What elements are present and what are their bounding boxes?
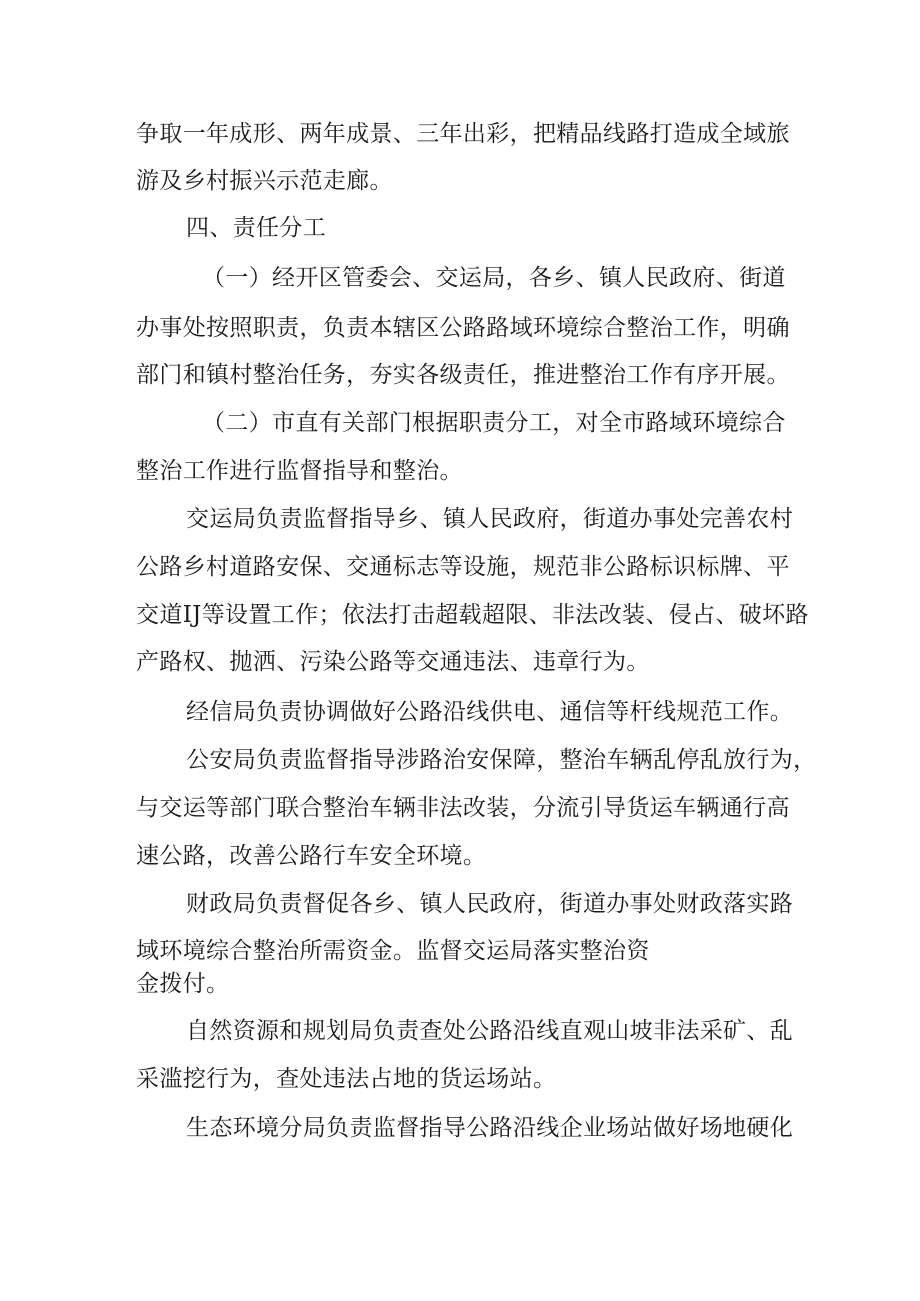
text-line-14: 公安局负责监督指导涉路治安保障，整治车辆乱停乱放行为， — [186, 747, 817, 773]
text-line-6: 部门和镇村整治任务，夯实各级责任，推进整治工作有序开展。 — [136, 362, 790, 388]
text-line-1: 争取一年成形、两年成景、三年出彩，把精品线路打造成全域旅 — [136, 121, 790, 147]
text-line-11: 交道IJ等设置工作；依法打击超载超限、非法改装、侵占、破坏路 — [136, 602, 809, 628]
text-line-2: 游及乡村振兴示范走廊。 — [136, 168, 393, 194]
text-line-22: 生态环境分局负责监督指导公路沿线企业场站做好场地硬化 — [186, 1115, 794, 1141]
text-line-19: 金拨付。 — [136, 971, 230, 997]
text-line-8: 整治工作进行监督指导和整治。 — [136, 458, 463, 484]
text-line-17: 财政局负责督促各乡、镇人民政府，街道办事处财政落实路 — [186, 891, 794, 917]
text-line-20: 自然资源和规划局负责查处公路沿线直观山坡非法采矿、乱 — [186, 1018, 794, 1044]
text-line-10: 公路乡村道路安保、交通标志等设施，规范非公路标识标牌、平 — [136, 554, 790, 580]
text-line-12: 产路权、抛洒、污染公路等交通违法、违章行为。 — [136, 649, 650, 675]
text-line-5: 办事处按照职责，负责本辖区公路路域环境综合整治工作，明确 — [136, 315, 790, 341]
text-line-18: 域环境综合整治所需资金。监督交运局落实整治资 — [136, 938, 650, 964]
text-line-7: （二）市直有关部门根据职责分工，对全市路域环境综合 — [202, 410, 786, 436]
text-line-9: 交运局负责监督指导乡、镇人民政府，街道办事处完善农村 — [186, 506, 794, 532]
text-line-15: 与交运等部门联合整治车辆非法改装，分流引导货运车辆通行高 — [136, 795, 790, 821]
section-heading: 四、责任分工 — [186, 215, 327, 241]
text-line-16: 速公路，改善公路行车安全环境。 — [136, 843, 487, 869]
text-line-13: 经信局负责协调做好公路沿线供电、通信等杆线规范工作。 — [186, 699, 794, 725]
text-line-4: （一）经开区管委会、交运局，各乡、镇人民政府、街道 — [202, 265, 786, 291]
text-line-21: 采滥挖行为，查处违法占地的货运场站。 — [136, 1066, 557, 1092]
